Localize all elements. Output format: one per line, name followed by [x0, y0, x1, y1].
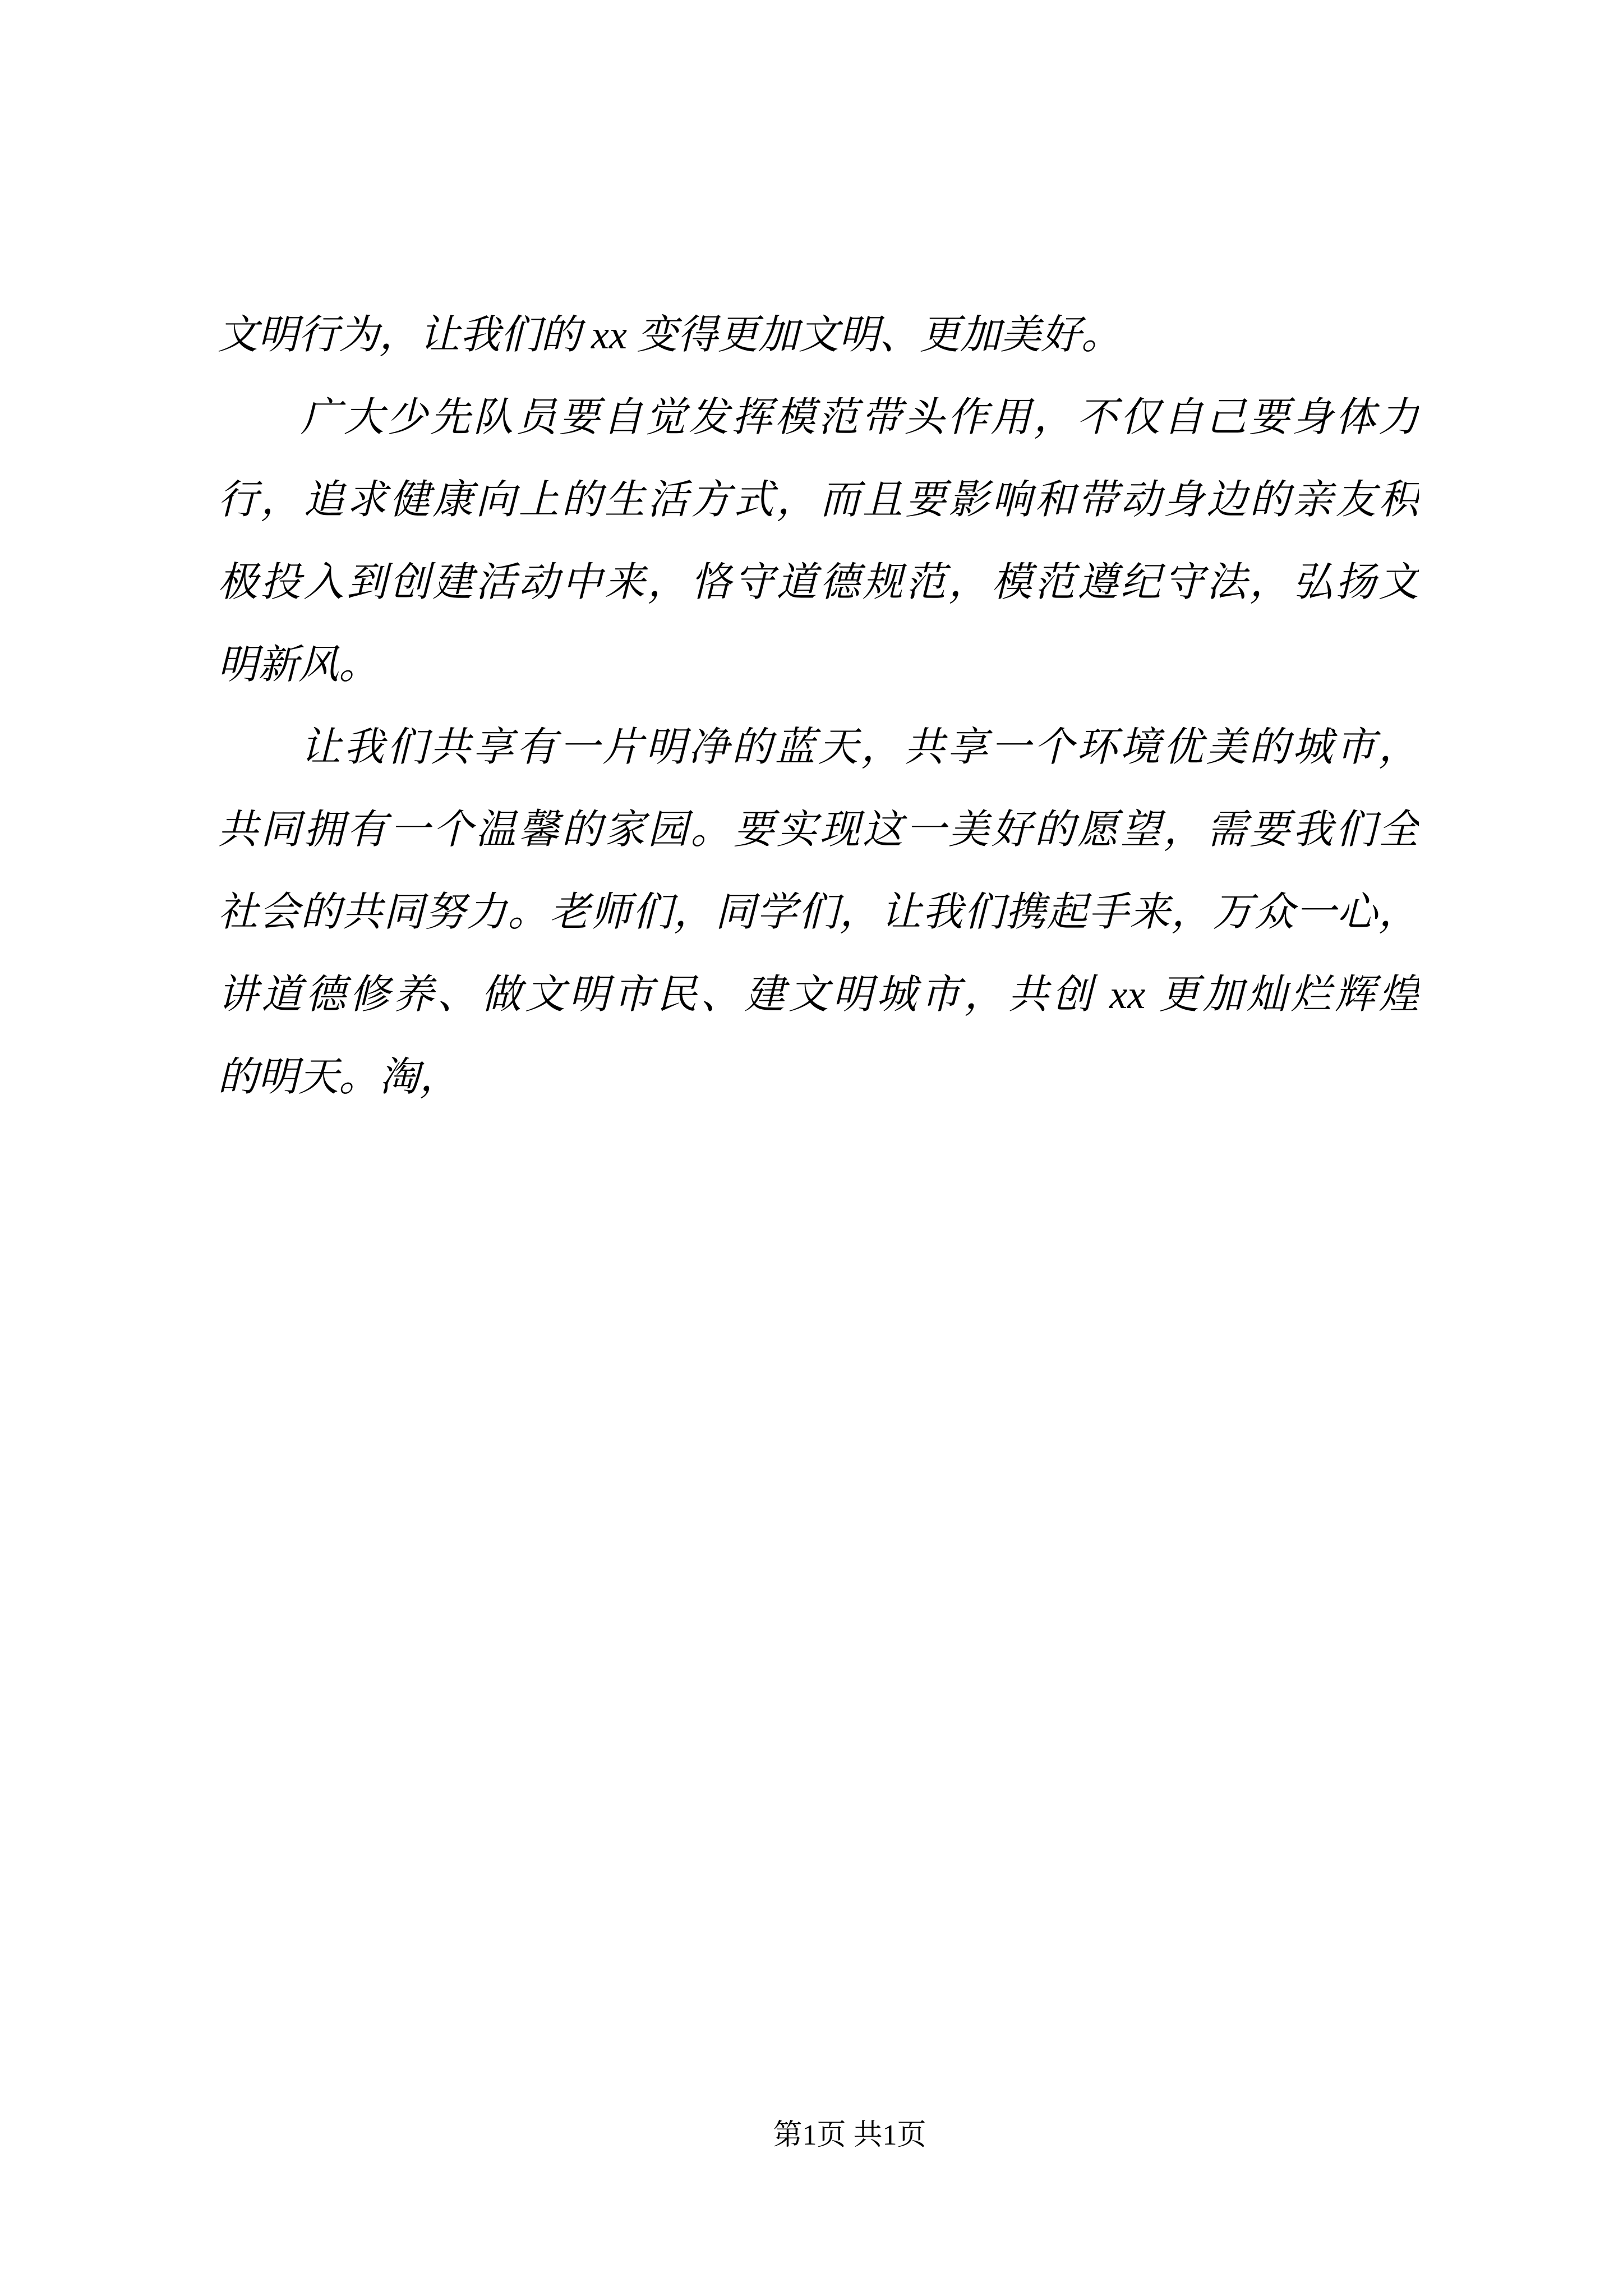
text-line: 行，追求健康向上的生活方式，而且要影响和带动身边的亲友积: [218, 477, 1419, 522]
paragraph-1: [218, 294, 1419, 376]
text-line: 明新风。: [218, 642, 380, 687]
text-line: 讲道德修养、做文明市民、建文明城市，共创 xx 更加灿烂辉煌: [218, 972, 1419, 1017]
page-footer: [38, 2119, 1623, 2152]
paragraph-3: [218, 706, 1419, 1119]
text-line: 文明行为，让我们的 xx 变得更加文明、更加美好。: [218, 312, 1122, 357]
text-line: 广大少先队员要自觉发挥模范带头作用，不仅自己要身体力: [301, 395, 1419, 440]
text-line: 的明天。淘，: [218, 1055, 460, 1099]
text-line: 让我们共享有一片明净的蓝天，共享一个环境优美的城市，: [301, 725, 1419, 770]
text-line: 社会的共同努力。老师们，同学们，让我们携起手来，万众一心，: [218, 890, 1419, 935]
page-number-label: 第1页 共1页: [773, 2119, 926, 2151]
text-line: 共同拥有一个温馨的家园。要实现这一美好的愿望，需要我们全: [218, 807, 1419, 852]
paragraph-2: [218, 376, 1419, 706]
document-body: [218, 294, 1419, 1119]
text-line: 极投入到创建活动中来，恪守道德规范，模范遵纪守法，弘扬文: [218, 560, 1419, 605]
